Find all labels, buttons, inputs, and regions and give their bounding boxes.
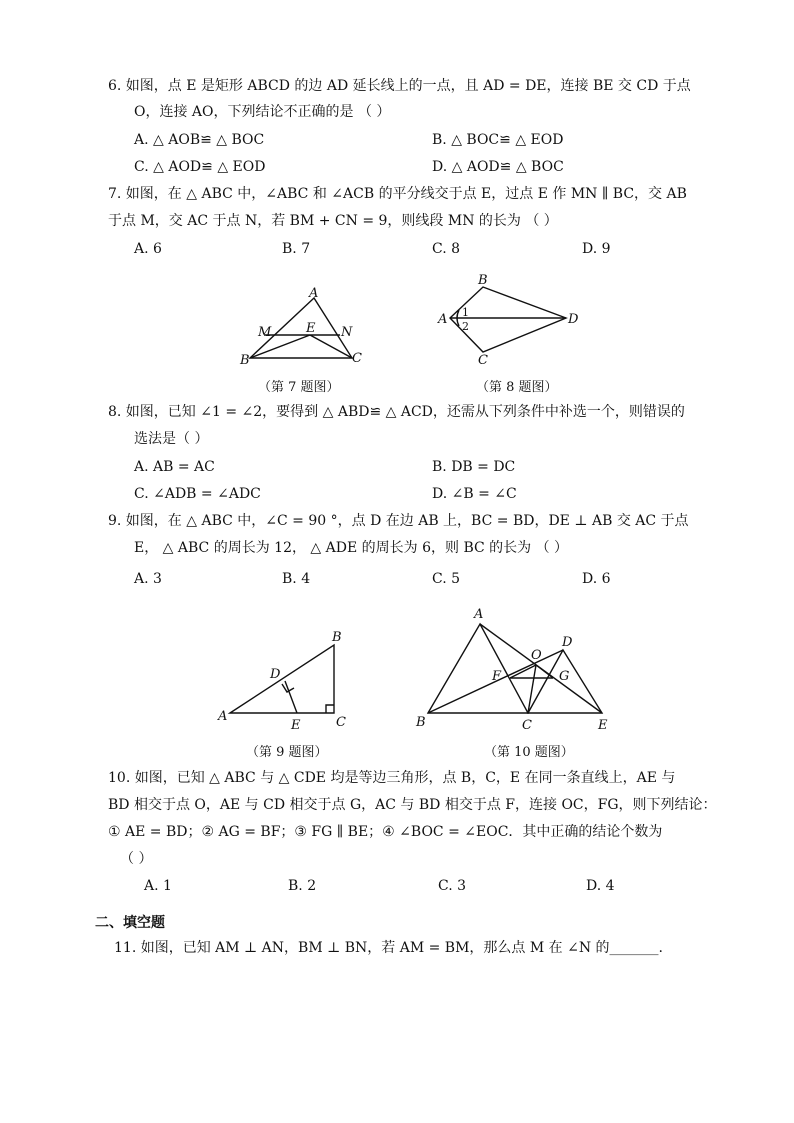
q7-option-b: B. 7 — [282, 241, 311, 257]
fig7-caption: （第 7 题图） — [258, 380, 340, 395]
q9-stem-line1: 9. 如图，在 △ ABC 中，∠C = 90 °，点 D 在边 AB 上，BC = BD，DE ⊥ AB 交 AC 于点 — [108, 513, 689, 529]
q6-stem-line1: 6. 如图，点 E 是矩形 ABCD 的边 AD 延长线上的一点，且 AD = DE，连接 BE 交 CD 于点 — [108, 78, 691, 94]
fig8-label-c: C — [478, 353, 488, 368]
q8-stem-line1: 8. 如图，已知 ∠1 = ∠2，要得到 △ ABD≌ △ ACD，还需从下列条件中补选一个，则错误的 — [108, 404, 685, 420]
q9-option-d: D. 6 — [582, 571, 611, 587]
q10-option-d: D. 4 — [586, 878, 615, 894]
fig10-label-c: C — [522, 718, 532, 733]
fig8-label-b: B — [478, 273, 488, 288]
fig7-label-c: C — [352, 351, 362, 366]
q6-option-c: C. △ AOD≌ △ EOD — [134, 159, 266, 175]
q8-option-b: B. DB = DC — [432, 459, 516, 475]
q6-option-b: B. △ BOC≌ △ EOD — [432, 132, 564, 148]
q6-stem-line2: O，连接 AO，下列结论不正确的是 （ ） — [134, 104, 391, 120]
fig10-label-g: G — [559, 669, 570, 684]
fig8-label-angle1: 1 — [462, 306, 469, 319]
fig10-triangle-abc — [428, 624, 528, 713]
fig10-label-d: D — [562, 635, 573, 650]
fig7-label-a: A — [309, 286, 319, 301]
fig8-label-d: D — [568, 312, 579, 327]
q11-stem-line1: 11. 如图，已知 AM ⊥ AN，BM ⊥ BN，若 AM = BM，那么点 M 在 ∠N 的_______. — [114, 940, 663, 956]
q10-option-b: B. 2 — [288, 878, 317, 894]
fig10-label-b: B — [416, 715, 426, 730]
fig10-label-a: A — [474, 607, 484, 622]
fig8-label-a: A — [438, 312, 448, 327]
q7-option-a: A. 6 — [134, 241, 162, 257]
fig9-label-c: C — [336, 715, 346, 730]
q6-option-a: A. △ AOB≌ △ BOC — [134, 132, 265, 148]
q10-stem-line2: BD 相交于点 O，AE 与 CD 相交于点 G，AC 与 BD 相交于点 F，连接 OC，FG，则下列结论： — [108, 797, 717, 813]
q7-option-c: C. 8 — [432, 241, 461, 257]
q7-stem-line2: 于点 M，交 AC 于点 N，若 BM + CN = 9，则线段 MN 的长为 （ ） — [108, 213, 558, 229]
q10-stem-line4: （ ） — [120, 851, 153, 867]
fig9-caption: （第 9 题图） — [246, 745, 328, 760]
q7-option-d: D. 9 — [582, 241, 611, 257]
q9-stem-line2: E， △ ABC 的周长为 12， △ ADE 的周长为 6，则 BC 的长为 （ ） — [134, 540, 569, 556]
q10-stem-line1: 10. 如图，已知 △ ABC 与 △ CDE 均是等边三角形，点 B，C，E 在同一条直线上，AE 与 — [108, 770, 676, 786]
fig10-caption: （第 10 题图） — [484, 745, 574, 760]
q6-option-d: D. △ AOD≌ △ BOC — [432, 159, 564, 175]
fig7-label-n: N — [341, 325, 353, 340]
q8-option-a: A. AB = AC — [134, 459, 215, 475]
fig10-segment-of — [510, 665, 536, 678]
fig9-label-e: E — [291, 718, 301, 733]
q10-option-a: A. 1 — [144, 878, 172, 894]
q8-stem-line2: 选法是（ ） — [134, 431, 209, 447]
fig7-label-m: M — [258, 325, 272, 340]
q8-option-d: D. ∠B = ∠C — [432, 486, 517, 502]
fig9-label-b: B — [332, 630, 342, 645]
fig9-label-a: A — [218, 709, 228, 724]
q9-option-a: A. 3 — [134, 571, 162, 587]
fig10-label-o: O — [531, 648, 542, 663]
fig8-caption: （第 8 题图） — [476, 380, 558, 395]
q8-option-c: C. ∠ADB = ∠ADC — [134, 486, 261, 502]
q9-option-c: C. 5 — [432, 571, 461, 587]
q7-stem-line1: 7. 如图，在 △ ABC 中，∠ABC 和 ∠ACB 的平分线交于点 E，过点 E 作 MN ∥ BC，交 AB — [108, 186, 687, 202]
q10-stem-line3: ① AE = BD；② AG = BF；③ FG ∥ BE；④ ∠BOC = ∠EOC．其中正确的结论个数为 — [108, 824, 663, 840]
q9-option-b: B. 4 — [282, 571, 311, 587]
fig10-label-e: E — [598, 718, 608, 733]
fig7-label-b: B — [240, 353, 250, 368]
fig9-label-d: D — [270, 667, 281, 682]
fig7-label-e: E — [306, 321, 316, 336]
fig8-label-angle2: 2 — [462, 320, 469, 333]
section-title-fill-in: 二、填空题 — [95, 915, 165, 931]
q10-option-c: C. 3 — [438, 878, 467, 894]
fig10-label-f: F — [492, 669, 502, 684]
